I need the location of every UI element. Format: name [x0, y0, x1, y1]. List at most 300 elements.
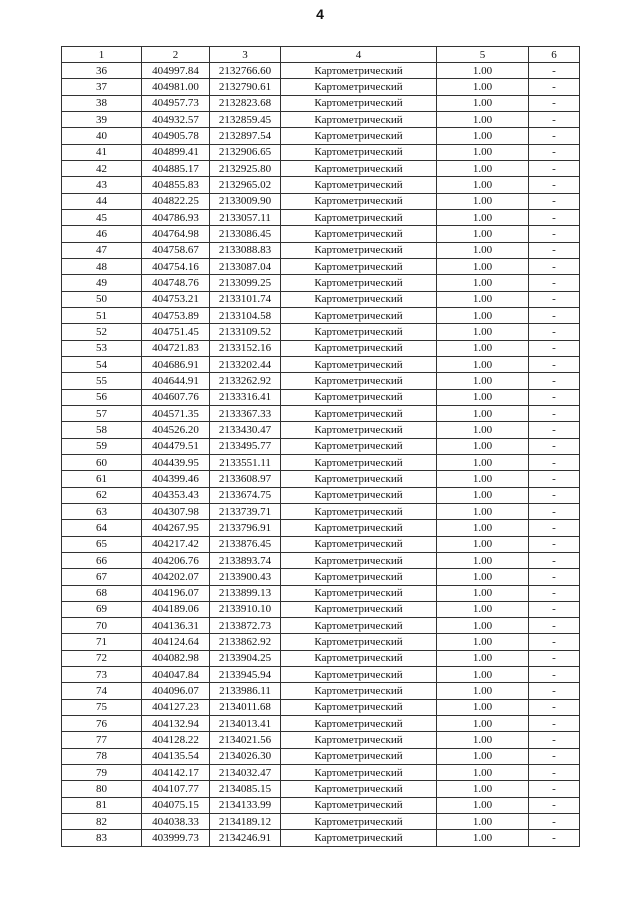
header-cell: 4	[281, 47, 437, 63]
x-coordinate-cell: 404202.07	[142, 569, 210, 585]
y-coordinate-cell: 2133057.11	[210, 209, 281, 225]
accuracy-cell: 1.00	[437, 503, 529, 519]
y-coordinate-cell: 2133899.13	[210, 585, 281, 601]
table-row	[62, 781, 580, 797]
y-coordinate-cell: 2132897.54	[210, 128, 281, 144]
method-cell: Картометрический	[281, 389, 437, 405]
table-row	[62, 160, 580, 176]
method-cell: Картометрический	[281, 716, 437, 732]
accuracy-cell: 1.00	[437, 536, 529, 552]
accuracy-cell: 1.00	[437, 748, 529, 764]
accuracy-cell: 1.00	[437, 520, 529, 536]
y-coordinate-cell: 2133202.44	[210, 356, 281, 372]
method-cell: Картометрический	[281, 732, 437, 748]
table-row	[62, 356, 580, 372]
point-number-cell: 42	[62, 160, 142, 176]
y-coordinate-cell: 2134133.99	[210, 797, 281, 813]
table-row	[62, 226, 580, 242]
point-number-cell: 72	[62, 650, 142, 666]
accuracy-cell: 1.00	[437, 650, 529, 666]
point-number-cell: 45	[62, 209, 142, 225]
note-cell: -	[529, 650, 580, 666]
table-row	[62, 601, 580, 617]
table-row	[62, 275, 580, 291]
method-cell: Картометрический	[281, 601, 437, 617]
point-number-cell: 68	[62, 585, 142, 601]
note-cell: -	[529, 144, 580, 160]
accuracy-cell: 1.00	[437, 324, 529, 340]
point-number-cell: 77	[62, 732, 142, 748]
note-cell: -	[529, 95, 580, 111]
y-coordinate-cell: 2133862.92	[210, 634, 281, 650]
accuracy-cell: 1.00	[437, 830, 529, 846]
x-coordinate-cell: 404135.54	[142, 748, 210, 764]
y-coordinate-cell: 2133101.74	[210, 291, 281, 307]
table-row	[62, 307, 580, 323]
method-cell: Картометрический	[281, 177, 437, 193]
point-number-cell: 81	[62, 797, 142, 813]
note-cell: -	[529, 177, 580, 193]
x-coordinate-cell: 404686.91	[142, 356, 210, 372]
table-body	[62, 63, 580, 847]
accuracy-cell: 1.00	[437, 291, 529, 307]
note-cell: -	[529, 552, 580, 568]
point-number-cell: 40	[62, 128, 142, 144]
note-cell: -	[529, 765, 580, 781]
note-cell: -	[529, 699, 580, 715]
y-coordinate-cell: 2133104.58	[210, 307, 281, 323]
table-row	[62, 454, 580, 470]
table-row	[62, 683, 580, 699]
table-row	[62, 340, 580, 356]
method-cell: Картометрический	[281, 209, 437, 225]
table-row	[62, 405, 580, 421]
method-cell: Картометрический	[281, 307, 437, 323]
note-cell: -	[529, 487, 580, 503]
table-row	[62, 324, 580, 340]
table-row	[62, 438, 580, 454]
method-cell: Картометрический	[281, 258, 437, 274]
y-coordinate-cell: 2133551.11	[210, 454, 281, 470]
y-coordinate-cell: 2133262.92	[210, 373, 281, 389]
point-number-cell: 38	[62, 95, 142, 111]
x-coordinate-cell: 404822.25	[142, 193, 210, 209]
point-number-cell: 66	[62, 552, 142, 568]
table-row	[62, 79, 580, 95]
accuracy-cell: 1.00	[437, 340, 529, 356]
method-cell: Картометрический	[281, 781, 437, 797]
point-number-cell: 62	[62, 487, 142, 503]
note-cell: -	[529, 209, 580, 225]
accuracy-cell: 1.00	[437, 111, 529, 127]
x-coordinate-cell: 404082.98	[142, 650, 210, 666]
point-number-cell: 48	[62, 258, 142, 274]
method-cell: Картометрический	[281, 552, 437, 568]
accuracy-cell: 1.00	[437, 144, 529, 160]
note-cell: -	[529, 667, 580, 683]
table-row	[62, 389, 580, 405]
note-cell: -	[529, 601, 580, 617]
y-coordinate-cell: 2134013.41	[210, 716, 281, 732]
note-cell: -	[529, 373, 580, 389]
note-cell: -	[529, 454, 580, 470]
y-coordinate-cell: 2134021.56	[210, 732, 281, 748]
method-cell: Картометрический	[281, 275, 437, 291]
method-cell: Картометрический	[281, 585, 437, 601]
x-coordinate-cell: 404189.06	[142, 601, 210, 617]
accuracy-cell: 1.00	[437, 389, 529, 405]
y-coordinate-cell: 2133796.91	[210, 520, 281, 536]
point-number-cell: 70	[62, 618, 142, 634]
x-coordinate-cell: 404353.43	[142, 487, 210, 503]
note-cell: -	[529, 830, 580, 846]
note-cell: -	[529, 569, 580, 585]
method-cell: Картометрический	[281, 471, 437, 487]
method-cell: Картометрический	[281, 438, 437, 454]
table-header-row	[62, 47, 580, 63]
note-cell: -	[529, 618, 580, 634]
accuracy-cell: 1.00	[437, 128, 529, 144]
note-cell: -	[529, 716, 580, 732]
note-cell: -	[529, 438, 580, 454]
x-coordinate-cell: 404132.94	[142, 716, 210, 732]
accuracy-cell: 1.00	[437, 552, 529, 568]
point-number-cell: 51	[62, 307, 142, 323]
accuracy-cell: 1.00	[437, 63, 529, 79]
accuracy-cell: 1.00	[437, 258, 529, 274]
method-cell: Картометрический	[281, 242, 437, 258]
y-coordinate-cell: 2133739.71	[210, 503, 281, 519]
method-cell: Картометрический	[281, 667, 437, 683]
x-coordinate-cell: 404124.64	[142, 634, 210, 650]
table-row	[62, 422, 580, 438]
accuracy-cell: 1.00	[437, 683, 529, 699]
table-row	[62, 536, 580, 552]
y-coordinate-cell: 2133893.74	[210, 552, 281, 568]
table-row	[62, 650, 580, 666]
y-coordinate-cell: 2132965.02	[210, 177, 281, 193]
table-row	[62, 193, 580, 209]
note-cell: -	[529, 242, 580, 258]
x-coordinate-cell: 404196.07	[142, 585, 210, 601]
point-number-cell: 46	[62, 226, 142, 242]
point-number-cell: 53	[62, 340, 142, 356]
x-coordinate-cell: 404267.95	[142, 520, 210, 536]
x-coordinate-cell: 404764.98	[142, 226, 210, 242]
accuracy-cell: 1.00	[437, 307, 529, 323]
accuracy-cell: 1.00	[437, 487, 529, 503]
method-cell: Картометрический	[281, 748, 437, 764]
y-coordinate-cell: 2132823.68	[210, 95, 281, 111]
table-row	[62, 569, 580, 585]
table-row	[62, 699, 580, 715]
y-coordinate-cell: 2133495.77	[210, 438, 281, 454]
y-coordinate-cell: 2133088.83	[210, 242, 281, 258]
table-row	[62, 797, 580, 813]
x-coordinate-cell: 404932.57	[142, 111, 210, 127]
note-cell: -	[529, 356, 580, 372]
x-coordinate-cell: 404899.41	[142, 144, 210, 160]
y-coordinate-cell: 2134032.47	[210, 765, 281, 781]
x-coordinate-cell: 404047.84	[142, 667, 210, 683]
method-cell: Картометрический	[281, 765, 437, 781]
accuracy-cell: 1.00	[437, 585, 529, 601]
accuracy-cell: 1.00	[437, 601, 529, 617]
note-cell: -	[529, 160, 580, 176]
note-cell: -	[529, 340, 580, 356]
y-coordinate-cell: 2134026.30	[210, 748, 281, 764]
method-cell: Картометрический	[281, 111, 437, 127]
note-cell: -	[529, 422, 580, 438]
note-cell: -	[529, 520, 580, 536]
point-number-cell: 41	[62, 144, 142, 160]
note-cell: -	[529, 536, 580, 552]
x-coordinate-cell: 404142.17	[142, 765, 210, 781]
method-cell: Картометрический	[281, 422, 437, 438]
y-coordinate-cell: 2133945.94	[210, 667, 281, 683]
note-cell: -	[529, 111, 580, 127]
y-coordinate-cell: 2134246.91	[210, 830, 281, 846]
table-row	[62, 63, 580, 79]
y-coordinate-cell: 2134085.15	[210, 781, 281, 797]
point-number-cell: 37	[62, 79, 142, 95]
accuracy-cell: 1.00	[437, 209, 529, 225]
x-coordinate-cell: 404107.77	[142, 781, 210, 797]
x-coordinate-cell: 404526.20	[142, 422, 210, 438]
table-row	[62, 177, 580, 193]
note-cell: -	[529, 814, 580, 830]
method-cell: Картометрический	[281, 79, 437, 95]
point-number-cell: 63	[62, 503, 142, 519]
page-number: 4	[316, 6, 324, 22]
accuracy-cell: 1.00	[437, 438, 529, 454]
x-coordinate-cell: 404399.46	[142, 471, 210, 487]
y-coordinate-cell: 2134011.68	[210, 699, 281, 715]
point-number-cell: 54	[62, 356, 142, 372]
accuracy-cell: 1.00	[437, 422, 529, 438]
table-row	[62, 242, 580, 258]
note-cell: -	[529, 258, 580, 274]
point-number-cell: 43	[62, 177, 142, 193]
x-coordinate-cell: 403999.73	[142, 830, 210, 846]
point-number-cell: 83	[62, 830, 142, 846]
accuracy-cell: 1.00	[437, 634, 529, 650]
header-cell: 3	[210, 47, 281, 63]
method-cell: Картометрический	[281, 618, 437, 634]
x-coordinate-cell: 404786.93	[142, 209, 210, 225]
y-coordinate-cell: 2133316.41	[210, 389, 281, 405]
method-cell: Картометрический	[281, 144, 437, 160]
method-cell: Картометрический	[281, 699, 437, 715]
accuracy-cell: 1.00	[437, 732, 529, 748]
point-number-cell: 64	[62, 520, 142, 536]
accuracy-cell: 1.00	[437, 667, 529, 683]
point-number-cell: 56	[62, 389, 142, 405]
table-row	[62, 814, 580, 830]
x-coordinate-cell: 404136.31	[142, 618, 210, 634]
point-number-cell: 44	[62, 193, 142, 209]
x-coordinate-cell: 404753.89	[142, 307, 210, 323]
accuracy-cell: 1.00	[437, 781, 529, 797]
x-coordinate-cell: 404206.76	[142, 552, 210, 568]
point-number-cell: 65	[62, 536, 142, 552]
x-coordinate-cell: 404721.83	[142, 340, 210, 356]
method-cell: Картометрический	[281, 487, 437, 503]
point-number-cell: 57	[62, 405, 142, 421]
method-cell: Картометрический	[281, 63, 437, 79]
point-number-cell: 73	[62, 667, 142, 683]
y-coordinate-cell: 2133872.73	[210, 618, 281, 634]
point-number-cell: 61	[62, 471, 142, 487]
accuracy-cell: 1.00	[437, 569, 529, 585]
table-row	[62, 830, 580, 846]
x-coordinate-cell: 404753.21	[142, 291, 210, 307]
y-coordinate-cell: 2134189.12	[210, 814, 281, 830]
note-cell: -	[529, 79, 580, 95]
accuracy-cell: 1.00	[437, 177, 529, 193]
y-coordinate-cell: 2132906.65	[210, 144, 281, 160]
accuracy-cell: 1.00	[437, 797, 529, 813]
point-number-cell: 47	[62, 242, 142, 258]
table-row	[62, 585, 580, 601]
note-cell: -	[529, 748, 580, 764]
x-coordinate-cell: 404439.95	[142, 454, 210, 470]
point-number-cell: 78	[62, 748, 142, 764]
point-number-cell: 36	[62, 63, 142, 79]
y-coordinate-cell: 2133009.90	[210, 193, 281, 209]
x-coordinate-cell: 404128.22	[142, 732, 210, 748]
x-coordinate-cell: 404905.78	[142, 128, 210, 144]
method-cell: Картометрический	[281, 324, 437, 340]
table-row	[62, 471, 580, 487]
table-row	[62, 95, 580, 111]
point-number-cell: 74	[62, 683, 142, 699]
method-cell: Картометрический	[281, 226, 437, 242]
point-number-cell: 55	[62, 373, 142, 389]
method-cell: Картометрический	[281, 569, 437, 585]
note-cell: -	[529, 226, 580, 242]
method-cell: Картометрический	[281, 128, 437, 144]
accuracy-cell: 1.00	[437, 79, 529, 95]
accuracy-cell: 1.00	[437, 716, 529, 732]
y-coordinate-cell: 2132859.45	[210, 111, 281, 127]
point-number-cell: 75	[62, 699, 142, 715]
x-coordinate-cell: 404096.07	[142, 683, 210, 699]
point-number-cell: 69	[62, 601, 142, 617]
method-cell: Картометрический	[281, 830, 437, 846]
table-row	[62, 111, 580, 127]
accuracy-cell: 1.00	[437, 765, 529, 781]
y-coordinate-cell: 2133674.75	[210, 487, 281, 503]
note-cell: -	[529, 275, 580, 291]
point-number-cell: 71	[62, 634, 142, 650]
point-number-cell: 50	[62, 291, 142, 307]
note-cell: -	[529, 781, 580, 797]
x-coordinate-cell: 404644.91	[142, 373, 210, 389]
header-cell: 2	[142, 47, 210, 63]
y-coordinate-cell: 2132766.60	[210, 63, 281, 79]
accuracy-cell: 1.00	[437, 454, 529, 470]
note-cell: -	[529, 291, 580, 307]
x-coordinate-cell: 404038.33	[142, 814, 210, 830]
table-row	[62, 503, 580, 519]
point-number-cell: 79	[62, 765, 142, 781]
accuracy-cell: 1.00	[437, 193, 529, 209]
x-coordinate-cell: 404997.84	[142, 63, 210, 79]
point-number-cell: 60	[62, 454, 142, 470]
table-row	[62, 373, 580, 389]
y-coordinate-cell: 2133430.47	[210, 422, 281, 438]
method-cell: Картометрический	[281, 683, 437, 699]
method-cell: Картометрический	[281, 160, 437, 176]
method-cell: Картометрический	[281, 536, 437, 552]
coordinates-table	[61, 46, 580, 847]
x-coordinate-cell: 404127.23	[142, 699, 210, 715]
y-coordinate-cell: 2133367.33	[210, 405, 281, 421]
point-number-cell: 80	[62, 781, 142, 797]
x-coordinate-cell: 404751.45	[142, 324, 210, 340]
x-coordinate-cell: 404217.42	[142, 536, 210, 552]
table-row	[62, 667, 580, 683]
x-coordinate-cell: 404607.76	[142, 389, 210, 405]
note-cell: -	[529, 503, 580, 519]
table-row	[62, 209, 580, 225]
y-coordinate-cell: 2133109.52	[210, 324, 281, 340]
x-coordinate-cell: 404479.51	[142, 438, 210, 454]
method-cell: Картометрический	[281, 95, 437, 111]
y-coordinate-cell: 2133900.43	[210, 569, 281, 585]
y-coordinate-cell: 2133086.45	[210, 226, 281, 242]
accuracy-cell: 1.00	[437, 405, 529, 421]
point-number-cell: 76	[62, 716, 142, 732]
note-cell: -	[529, 128, 580, 144]
y-coordinate-cell: 2133910.10	[210, 601, 281, 617]
accuracy-cell: 1.00	[437, 95, 529, 111]
note-cell: -	[529, 471, 580, 487]
accuracy-cell: 1.00	[437, 242, 529, 258]
header-cell: 6	[529, 47, 580, 63]
note-cell: -	[529, 797, 580, 813]
header-cell: 5	[437, 47, 529, 63]
header-cell: 1	[62, 47, 142, 63]
note-cell: -	[529, 389, 580, 405]
point-number-cell: 82	[62, 814, 142, 830]
method-cell: Картометрический	[281, 650, 437, 666]
method-cell: Картометрический	[281, 291, 437, 307]
table-row	[62, 258, 580, 274]
method-cell: Картометрический	[281, 634, 437, 650]
note-cell: -	[529, 63, 580, 79]
method-cell: Картометрический	[281, 340, 437, 356]
y-coordinate-cell: 2133099.25	[210, 275, 281, 291]
method-cell: Картометрический	[281, 356, 437, 372]
note-cell: -	[529, 585, 580, 601]
note-cell: -	[529, 405, 580, 421]
method-cell: Картометрический	[281, 373, 437, 389]
point-number-cell: 58	[62, 422, 142, 438]
table-row	[62, 634, 580, 650]
method-cell: Картометрический	[281, 405, 437, 421]
x-coordinate-cell: 404754.16	[142, 258, 210, 274]
table-row	[62, 732, 580, 748]
method-cell: Картометрический	[281, 797, 437, 813]
x-coordinate-cell: 404981.00	[142, 79, 210, 95]
table-row	[62, 618, 580, 634]
method-cell: Картометрический	[281, 193, 437, 209]
method-cell: Картометрический	[281, 520, 437, 536]
accuracy-cell: 1.00	[437, 814, 529, 830]
accuracy-cell: 1.00	[437, 160, 529, 176]
